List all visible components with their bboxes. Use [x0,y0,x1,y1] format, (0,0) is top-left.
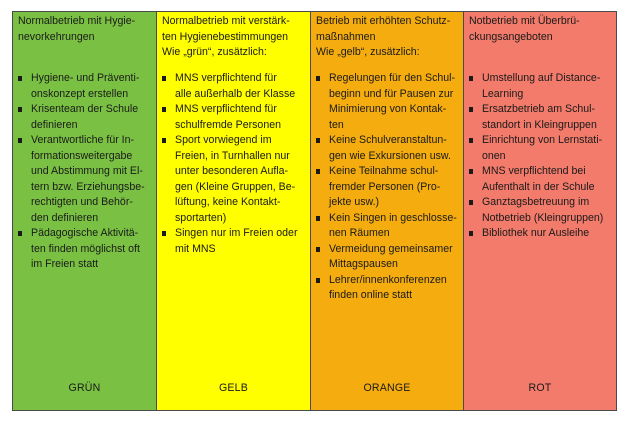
measure-item [316,164,460,211]
bullet-icon [469,76,473,81]
bullet-icon [162,231,166,236]
bullet-icon [316,138,320,143]
traffic-light-table [12,11,617,411]
bullet-icon [18,76,22,81]
measure-text: Krisenteam der Schule definieren [31,103,139,131]
measure-item [316,211,460,242]
measure-item [469,164,613,195]
level-label: GELB [218,382,249,394]
bullet-icon [469,107,473,112]
measure-item [18,71,153,102]
bullet-icon [469,200,473,205]
bullet-icon [316,278,320,283]
measure-text: Kein Singen in geschlosse- nen Räumen [329,211,457,239]
measure-text: Singen nur im Freien oder mit MNS [175,227,298,255]
measures-list [316,71,460,304]
measure-item [162,133,307,226]
measure-item [18,226,153,273]
bullet-icon [316,76,320,81]
measure-text: Bibliothek nur Ausleihe [482,227,590,239]
bullet-icon [316,169,320,174]
bullet-icon [162,138,166,143]
measure-item [162,102,307,133]
measure-text: Keine Teilnahme schul- fremder Personen (Pro- jekte usw.) [329,165,441,208]
measure-text: Sport vorwiegend im Freien, in Turnhallen nur unter besonderen Aufla- gen (Kleine Gruppen, Be- lüftung, keine Kontakt- sportarten) [175,134,296,224]
bullet-icon [18,231,22,236]
measure-item [469,195,613,226]
column-orange [311,12,464,410]
level-label: GRÜN [68,382,101,394]
bullet-icon [162,107,166,112]
bullet-icon [469,169,473,174]
measure-item [469,102,613,133]
column-heading: Normalbetrieb mit verstärk- ten Hygienebestimmungen Wie „grün“, zusätzlich: [162,15,290,58]
bullet-icon [316,216,320,221]
column-heading: Normalbetrieb mit Hygie- nevorkehrungen [18,15,136,43]
bullet-icon [18,138,22,143]
measure-text: Keine Schulveranstaltun- gen wie Exkursionen usw. [329,134,451,162]
column-heading: Notbetrieb mit Überbrü- ckungsangeboten [469,15,580,43]
bullet-icon [316,247,320,252]
column-yellow [157,12,311,410]
measure-item [469,133,613,164]
measure-text: Vermeidung gemeinsamer Mittagspausen [329,242,453,270]
measure-item [316,273,460,304]
level-label: ROT [528,382,552,394]
level-label: ORANGE [363,382,411,394]
bullet-icon [162,76,166,81]
measure-text: MNS verpflichtend für schulfremde Personen [175,103,281,131]
measure-item [162,71,307,102]
measure-item [162,226,307,257]
measure-item [469,226,613,242]
bullet-icon [18,107,22,112]
measure-item [316,71,460,133]
measures-list [162,71,307,257]
measure-text: Lehrer/innenkonferenzen finden online statt [329,273,447,301]
measure-text: Regelungen für den Schul- beginn und für Pausen zur Minimierung von Kontak- ten [329,72,456,131]
measure-text: MNS verpflichtend für alle außerhalb der Klasse [175,72,296,100]
measure-item [316,133,460,164]
measure-item [18,133,153,226]
column-heading: Betrieb mit erhöhten Schutz- maßnahmen Wie „gelb“, zusätzlich: [316,15,451,58]
measure-text: Hygiene- und Präventi- onskonzept erstellen [31,72,140,100]
measure-text: Pädagogische Aktivitä- ten finden möglichst oft im Freien statt [31,227,140,270]
measure-text: Umstellung auf Distance- Learning [482,72,601,100]
measures-list [18,71,153,273]
measure-item [469,71,613,102]
bullet-icon [469,138,473,143]
measure-item [18,102,153,133]
measures-list [469,71,613,242]
bullet-icon [469,231,473,236]
column-red [464,12,616,410]
measure-text: Einrichtung von Lernstati- onen [482,134,603,162]
measure-text: MNS verpflichtend bei Aufenthalt in der Schule [482,165,595,193]
column-green [13,12,157,410]
measure-item [316,242,460,273]
measure-text: Verantwortliche für In- formationsweitergabe und Abstimmung mit El- tern bzw. Erziehungsbe- rechtigten und Behör- den definieren [31,134,145,224]
measure-text: Ganztagsbetreuung im Notbetrieb (Kleingruppen) [482,196,604,224]
measure-text: Ersatzbetrieb am Schul- standort in Kleingruppen [482,103,597,131]
